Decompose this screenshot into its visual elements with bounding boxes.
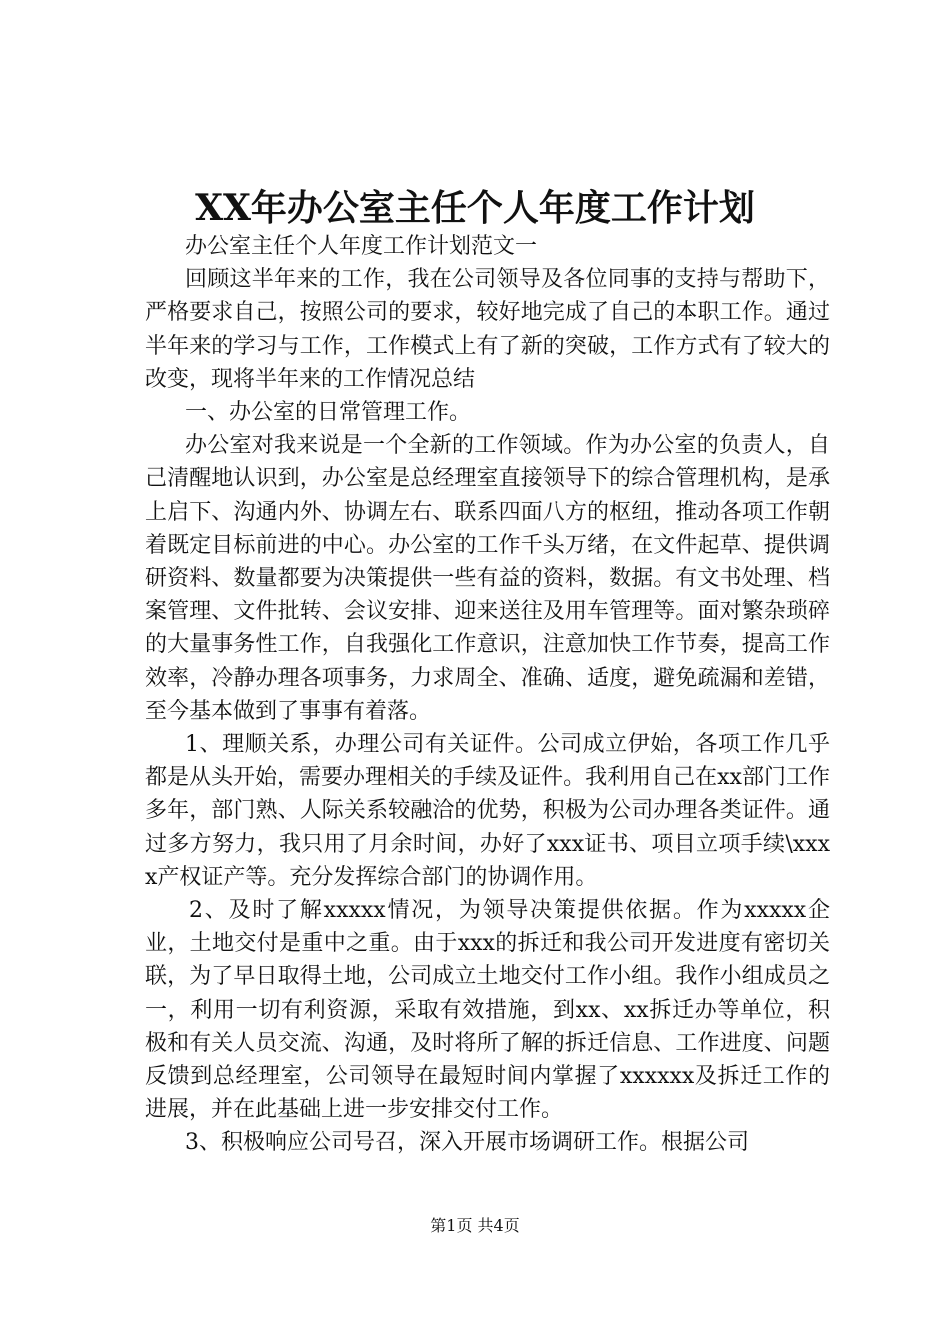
paragraph-item-3: 3、积极响应公司号召，深入开展市场调研工作。根据公司 — [185, 1130, 749, 1156]
section-heading: 一、办公室的日常管理工作。 — [185, 400, 472, 426]
document-title: XX年办公室主任个人年度工作计划 — [195, 187, 755, 229]
paragraph-item-1: 1、理顺关系，办理公司有关证件。公司成立伊始，各项工作几乎都是从头开始，需要办理相关的手续及证件。我利用自己在xx部门工作多年，部门熟、人际关系较融洽的优势，积极为公司办理各类证件。通过多方努力，我只用了月余时间，办好了xxx证书、项目立项手续\xxxx产权证产等。充分发挥综合部门的协调作用。 — [145, 732, 830, 890]
paragraph-intro: 回顾这半年来的工作，我在公司领导及各位同事的支持与帮助下，严格要求自己，按照公司的要求，较好地完成了自己的本职工作。通过半年来的学习与工作，工作模式上有了新的突破，工作方式有了较大的改变，现将半年来的工作情况总结 — [145, 267, 830, 392]
page-number-footer: 第1页 共4页 — [430, 1216, 520, 1235]
document-body — [145, 230, 830, 1160]
section-subtitle: 办公室主任个人年度工作计划范文一 — [185, 234, 538, 259]
paragraph-item-2: 2、及时了解xxxxx情况，为领导决策提供依据。作为xxxxx企业，土地交付是重中之重。由于xxx的拆迁和我公司开发进度有密切关联，为了早日取得土地，公司成立土地交付工作小组。我作小组成员之一，利用一切有利资源，采取有效措施，到xx、xx拆迁办等单位，积极和有关人员交流、沟通，及时将所了解的拆迁信息、工作进度、问题反馈到总经理室，公司领导在最短时间内掌握了xxxxxx及拆迁工作的进展，并在此基础上进一步安排交付工作。 — [145, 898, 830, 1123]
paragraph-office-role: 办公室对我来说是一个全新的工作领域。作为办公室的负责人，自己清醒地认识到，办公室是总经理室直接领导下的综合管理机构，是承上启下、沟通内外、协调左右、联系四面八方的枢纽，推动各项工作朝着既定目标前进的中心。办公室的工作千头万绪，在文件起草、提供调研资料、数量都要为决策提供一些有益的资料，数据。有文书处理、档案管理、文件批转、会议安排、迎来送往及用车管理等。面对繁杂琐碎的大量事务性工作，自我强化工作意识，注意加快工作节奏，提高工作效率，冷静办理各项事务，力求周全、准确、适度，避免疏漏和差错，至今基本做到了事事有着落。 — [145, 433, 830, 724]
